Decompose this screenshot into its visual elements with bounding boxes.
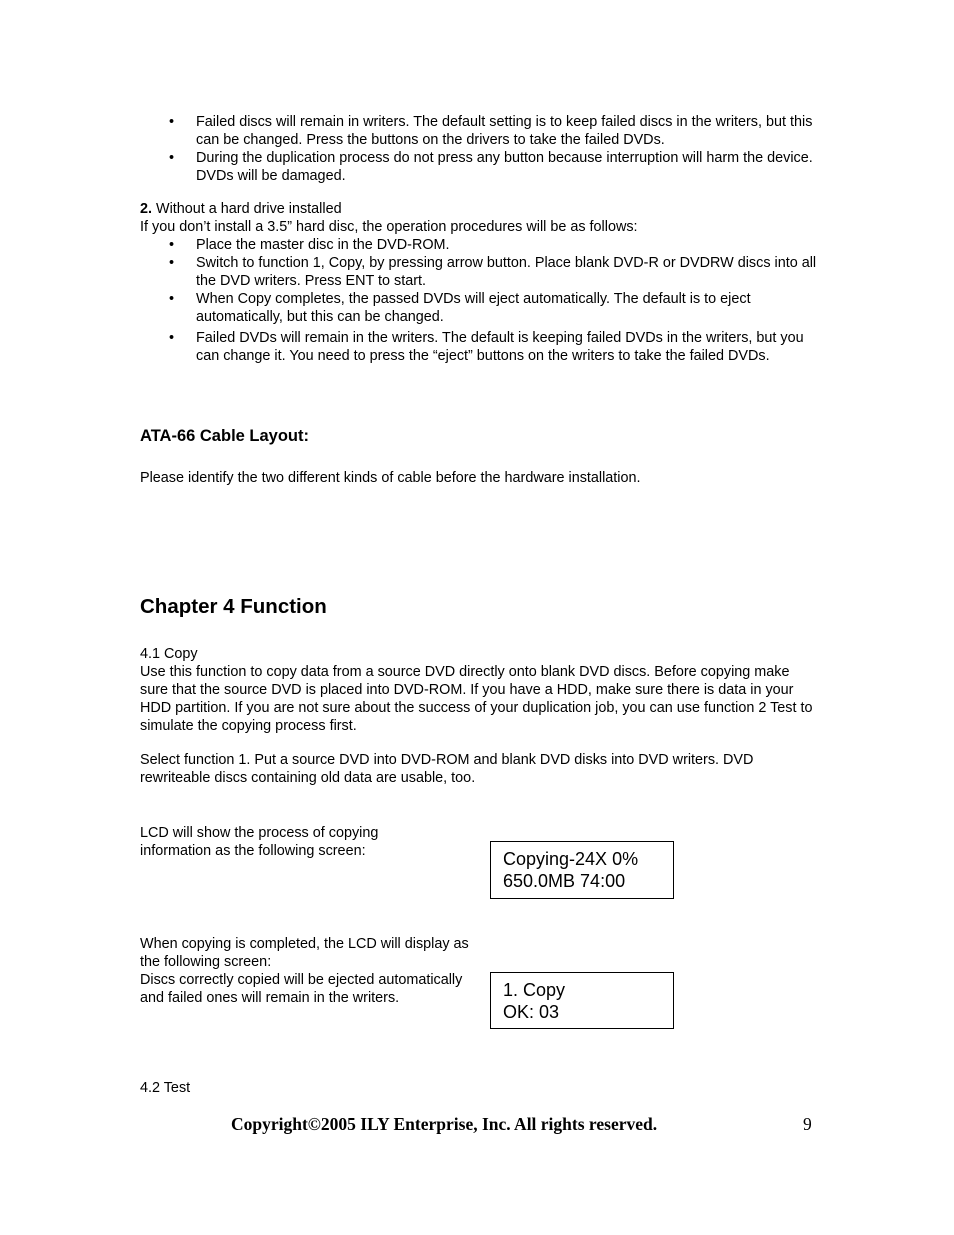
footer-copyright: Copyright©2005 ILY Enterprise, Inc. All rights reserved.	[231, 1114, 658, 1134]
lcd-intro-line-1: LCD will show the process of copying	[140, 825, 379, 841]
ata-text: Please identify the two different kinds of cable before the hardware installation.	[140, 470, 641, 486]
section-2-heading	[140, 200, 342, 218]
list-item: • When Copy completes, the passed DVDs will eject automatically. The default is to eject automatically, but this can be changed.	[140, 290, 820, 326]
list-item: • Failed DVDs will remain in the writers. The default is keeping failed DVDs in the writers, but you can change it. You need to press the “eject” buttons on the writers to take the failed DVDs.	[140, 329, 820, 365]
list-item: • Failed discs will remain in writers. The default setting is to keep failed discs in the writers, but this can be changed. Press the buttons on the drivers to take the failed DVDs.	[140, 113, 820, 149]
list-item: • During the duplication process do not press any button because interruption will harm the device. DVDs will be damaged.	[140, 149, 820, 185]
chapter-heading: Chapter 4 Function	[140, 595, 327, 618]
complete-line-4: and failed ones will remain in the writers.	[140, 990, 400, 1006]
section-2-intro: If you don’t install a 3.5” hard disc, the operation procedures will be as follows:	[140, 219, 638, 235]
bullet-list-section-2	[140, 236, 820, 365]
complete-line-2: the following screen:	[140, 954, 272, 970]
lcd-line-2: OK: 03	[503, 1002, 560, 1022]
list-item: • Switch to function 1, Copy, by pressing arrow button. Place blank DVD-R or DVDRW discs into all the DVD writers. Press ENT to start.	[140, 254, 820, 290]
page-number: 9	[803, 1114, 812, 1134]
lcd-screen-copying	[490, 841, 674, 899]
subsection-test-heading: 4.2 Test	[140, 1080, 191, 1096]
copy-paragraph-1: Use this function to copy data from a source DVD directly onto blank DVD discs. Before copying make sure that the source DVD is placed into DVD-ROM. If you have a HDD, make sure there is data in your HDD partition. If you are not sure about the success of your duplication job, you can use function 2 Test to simulate the copying process first.	[140, 664, 813, 734]
bullet-list-top	[140, 113, 820, 185]
copy-paragraph-2: Select function 1. Put a source DVD into DVD-ROM and blank DVD disks into DVD writers. DVD rewriteable discs containing old data are usable, too.	[140, 752, 754, 786]
lcd-line-1: Copying-24X 0%	[503, 849, 639, 869]
ata-heading: ATA-66 Cable Layout:	[140, 427, 309, 445]
lcd-screen-complete	[490, 972, 674, 1029]
subsection-copy-heading: 4.1 Copy	[140, 646, 198, 662]
lcd-intro-line-2: information as the following screen:	[140, 843, 366, 859]
lcd-line-1: 1. Copy	[503, 980, 566, 1000]
section-title: Without a hard drive installed	[152, 201, 342, 217]
list-item: • Place the master disc in the DVD-ROM.	[140, 236, 820, 254]
complete-line-3: Discs correctly copied will be ejected automatically	[140, 972, 463, 988]
complete-line-1: When copying is completed, the LCD will display as	[140, 936, 469, 952]
section-number: 2.	[140, 201, 153, 217]
lcd-line-2: 650.0MB 74:00	[503, 871, 626, 891]
